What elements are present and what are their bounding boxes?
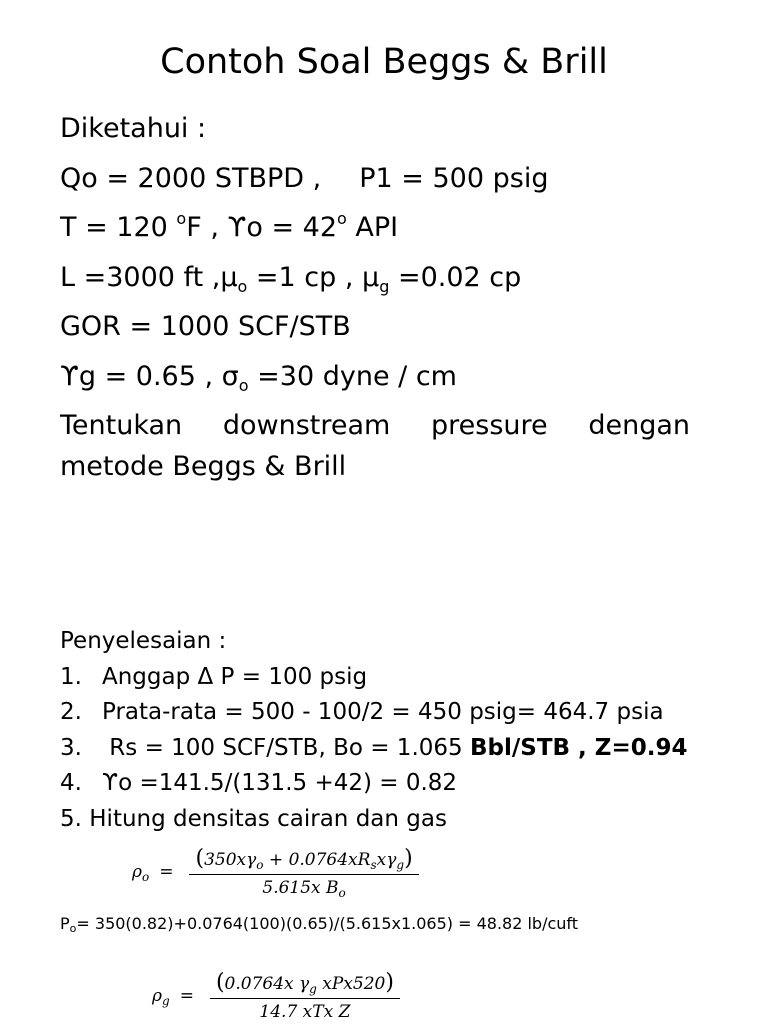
given-mu-g: =0.02 cp [389, 261, 522, 293]
gas-density-formula [152, 970, 400, 1022]
step-text: Prata-rata = 500 - 100/2 = 450 psig= 464.7 psia [102, 699, 664, 725]
solution-step-5: 5. Hitung densitas cairan dan gas [60, 805, 447, 832]
given-length-viscosity [60, 257, 690, 307]
given-qo: Qo = 2000 STBPD , [60, 162, 322, 194]
given-gas-gravity-tension [60, 356, 690, 406]
step-number: 1. [60, 663, 82, 690]
solution-step [60, 695, 740, 731]
oil-density-formula [132, 846, 419, 898]
sigma-sub: o [238, 375, 249, 395]
degree-sup: o [337, 209, 347, 228]
task-line-2: metode Beggs & Brill [60, 451, 347, 482]
formula-lhs: $\rho_g$ = [152, 986, 194, 1008]
given-t-unit: F , ϒo = 42 [186, 212, 338, 243]
degree-sup: o [176, 209, 187, 228]
slide-title: Contoh Soal Beggs & Brill [160, 42, 608, 82]
formula-numerator: (0.0764x $\gamma_g$ xPx520) [210, 970, 400, 999]
oil-density-result: $P_o= 350(0.82)+0.0764(100)(0.65)/(5.615x1.065) = 48.82$ lb/cuft [60, 914, 579, 935]
formula-denominator: 14.7 xTx Z [259, 1002, 351, 1022]
step-bold-text: Bbl/STB , Z=0.94 [469, 734, 688, 761]
given-yg-prefix: ϒg = 0.65 , σ [60, 360, 239, 392]
given-api: API [346, 212, 399, 243]
step-number: 2. [60, 699, 82, 725]
formula-fraction [210, 970, 400, 1022]
given-section [60, 108, 690, 487]
formula-denominator: 5.615x $B_o$ [262, 878, 346, 900]
given-sigma: =30 dyne / cm [248, 360, 457, 392]
mu-o-sub: o [237, 276, 248, 296]
formula-fraction [189, 846, 418, 898]
step-number: 4. [60, 770, 82, 796]
step-text: Rs = 100 SCF/STB, Bo = 1.065 [102, 734, 470, 761]
given-mu-o: =1 cp , μ [247, 261, 380, 293]
solution-section [60, 624, 740, 837]
step-number: 3. [60, 734, 82, 761]
given-gor: GOR = 1000 SCF/STB [60, 311, 351, 342]
solution-step [60, 731, 740, 767]
formula-lhs: $\rho_o$ = [132, 862, 174, 884]
given-flow-pressure [60, 158, 690, 208]
given-temperature-api [60, 207, 690, 257]
formula-numerator: $(350x\gamma_o + 0.0764xR_sx\gamma_g)$ [189, 846, 418, 875]
task-line-1: Tentukan downstream pressure dengan [60, 410, 690, 441]
given-heading: Diketahui : [60, 113, 207, 144]
solution-step [60, 766, 740, 802]
given-l-prefix: L =3000 ft ,μ [60, 261, 238, 293]
step-text: ϒo =141.5/(131.5 +42) = 0.82 [102, 770, 458, 796]
solution-step [60, 660, 740, 696]
given-p1: P1 = 500 psig [359, 162, 549, 194]
step-text: Anggap Δ P = 100 psig [102, 663, 368, 690]
given-t-prefix: T = 120 [60, 212, 177, 243]
solution-heading: Penyelesaian : [60, 628, 227, 654]
mu-g-sub: g [379, 276, 390, 296]
